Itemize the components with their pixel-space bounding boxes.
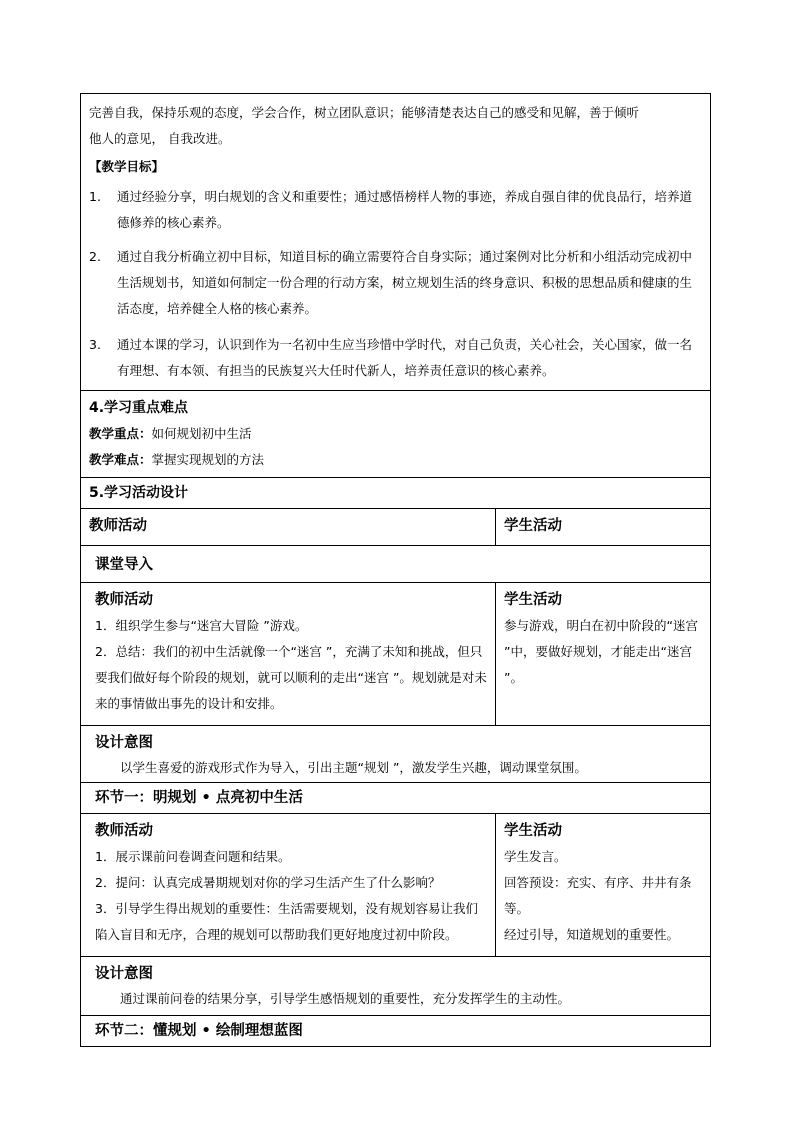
objective-item: [89, 244, 702, 322]
lesson-plan-document: [80, 93, 711, 1047]
student-activity-header: 学生活动: [504, 518, 562, 534]
teaching-focus-text: 如何规划初中生活: [151, 426, 252, 441]
teacher-header-cell: [81, 509, 496, 545]
stage-1-teacher-label: 教师活动: [95, 823, 153, 839]
teaching-difficulty-label: 教学难点：: [89, 452, 152, 467]
stage-1-teacher-item: 1．展示课前问卷调查问题和结果。: [95, 849, 291, 864]
import-intent-label: 设计意图: [95, 735, 153, 751]
stage-2-title: 环节二：懂规划 • 绘制理想蓝图: [95, 1023, 303, 1039]
student-header-cell: [496, 509, 710, 545]
teaching-difficulty: [89, 447, 702, 473]
objective-number: 3.: [89, 337, 101, 352]
objectives-heading: 【教学目标】: [89, 159, 165, 174]
section-5-title: 5.学习活动设计: [89, 485, 189, 501]
stage-1-student-label: 学生活动: [504, 823, 562, 839]
objective-text: 通过自我分析确立初中目标，知道目标的确立需要符合自身实际；通过案例对比分析和小组活动完成初中生活规划书，知道如何制定一份合理的行动方案，树立规划生活的终身意识、积极的思想品质和健康的生活态度，培养健全人格的核心素养。: [117, 249, 693, 316]
objective-text: 通过经验分享，明白规划的含义和重要性；通过感悟榜样人物的事迹，养成自强自律的优良品行，培养道德修养的核心素养。: [117, 189, 693, 230]
classroom-import-title: 课堂导入: [95, 557, 153, 573]
stage-1-activity-row: [80, 814, 711, 957]
stage-1-teacher-item: 2．提问：认真完成暑期规划对你的学习生活产生了什么影响？: [95, 875, 441, 890]
import-teacher-cell: [81, 583, 496, 725]
objective-item: [89, 332, 702, 384]
import-student-text: 参与游戏，明白在初中阶段的“迷宫 ”中，要做好规划，才能走出“迷宫 ”。: [504, 618, 698, 685]
stage-1-student-item: 回答预设：充实、有序、井井有条等。: [504, 875, 692, 916]
stage-2-title-row: [80, 1016, 711, 1047]
import-intent-row: [80, 726, 711, 783]
objective-item: [89, 184, 702, 236]
import-teacher-item: 1．组织学生参与“迷宫大冒险 ”游戏。: [95, 618, 308, 633]
intro-line-1: 完善自我，保持乐观的态度，学会合作，树立团队意识；能够清楚表达自己的感受和见解，善于倾听: [89, 105, 640, 120]
import-intent-text: 以学生喜爱的游戏形式作为导入，引出主题“规划 ”，激发学生兴趣，调动课堂氛围。: [120, 760, 587, 775]
stage-1-title: 环节一：明规划 • 点亮初中生活: [95, 790, 303, 806]
import-activity-row: [80, 583, 711, 726]
objective-number: 2.: [89, 249, 101, 264]
import-teacher-item: 2．总结：我们的初中生活就像一个“迷宫 ”，充满了未知和挑战，但只要我们做好每个阶段的规划，就可以顺利的走出“迷宫 ”。规划就是对未来的事情做出事先的设计和安排。: [95, 644, 487, 711]
stage-1-intent-row: [80, 957, 711, 1016]
teacher-activity-header: 教师活动: [89, 518, 147, 534]
teaching-focus-label: 教学重点：: [89, 426, 152, 441]
stage-1-student-item: 经过引导，知道规划的重要性。: [504, 927, 680, 942]
stage-1-student-cell: [496, 814, 710, 956]
activity-header-row: [80, 509, 711, 546]
stage-1-title-row: [80, 783, 711, 814]
objectives-block: [80, 93, 711, 391]
teaching-focus: [89, 421, 702, 447]
objective-number: 1.: [89, 189, 101, 204]
intro-line-2: 他人的意见， 自我改进。: [89, 131, 231, 146]
activity-design-section: [80, 478, 711, 509]
stage-1-student-item: 学生发言。: [504, 849, 567, 864]
stage-1-teacher-item: 3．引导学生得出规划的重要性：生活需要规划，没有规划容易让我们陷入盲目和无序，合理的规划可以帮助我们更好地度过初中阶段。: [95, 901, 478, 942]
stage-1-intent-label: 设计意图: [95, 966, 153, 982]
import-student-label: 学生活动: [504, 592, 562, 608]
section-4-title: 4.学习重点难点: [89, 400, 189, 416]
import-student-cell: [496, 583, 710, 725]
teaching-difficulty-text: 掌握实现规划的方法: [151, 452, 265, 467]
import-teacher-label: 教师活动: [95, 592, 153, 608]
classroom-import-title-row: [80, 546, 711, 583]
stage-1-intent-text: 通过课前问卷的结果分享，引导学生感悟规划的重要性，充分发挥学生的主动性。: [120, 991, 571, 1006]
key-points-section: [80, 391, 711, 478]
stage-1-teacher-cell: [81, 814, 496, 956]
objective-text: 通过本课的学习，认识到作为一名初中生应当珍惜中学时代，对自己负责，关心社会，关心国家，做一名有理想、有本领、有担当的民族复兴大任时代新人，培养责任意识的核心素养。: [117, 337, 693, 378]
